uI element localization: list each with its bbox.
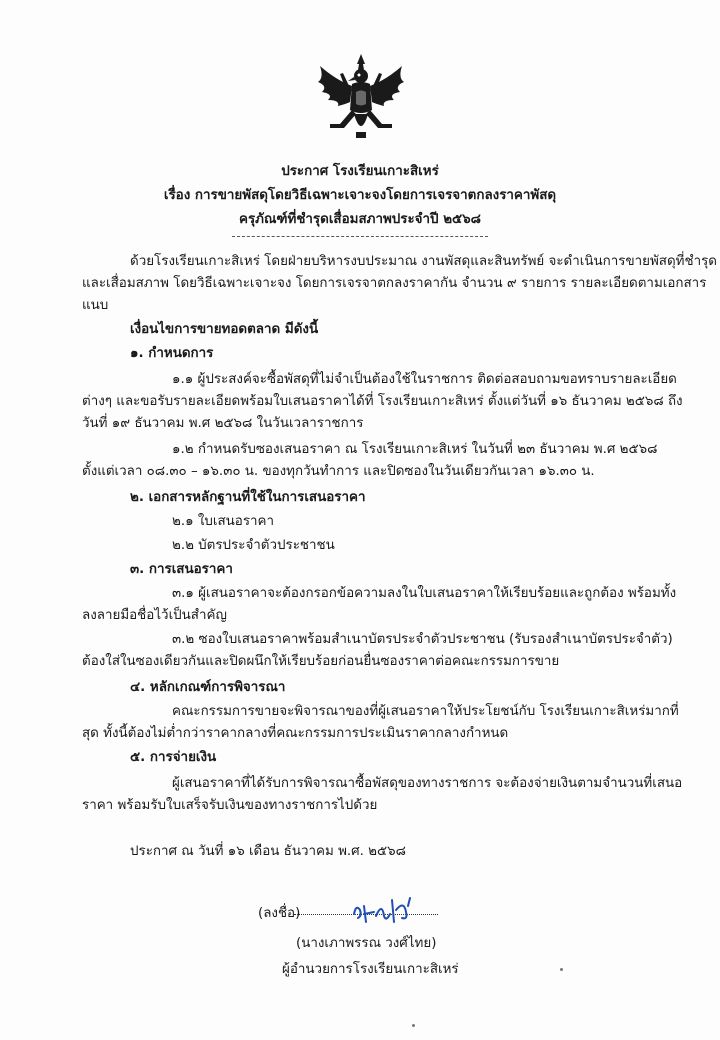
section-2-item-2: ๒.๒ บัตรประจำตัวประชาชน <box>172 538 335 553</box>
intro-line-1: ด้วยโรงเรียนเกาะสิเหร่ โดยฝ่ายบริหารงบประมาณ งานพัสดุและสินทรัพย์ จะดำเนินการขายพัสดุที่ชำรุด <box>130 254 718 269</box>
section-5-line-1: ผู้เสนอราคาที่ได้รับการพิจารณาซื้อพัสดุของทางราชการ จะต้องจ่ายเงินตามจำนวนที่เสนอ <box>172 776 683 791</box>
section-5-title: ๕. การจ่ายเงิน <box>130 750 217 765</box>
section-1-1-line-3: วันที่ ๑๙ ธันวาคม พ.ศ ๒๕๖๘ ในวันเวลาราชการ <box>82 416 364 431</box>
section-1-2-line-1: ๑.๒ กำหนดรับซองเสนอราคา ณ โรงเรียนเกาะสิเหร่ ในวันที่ ๒๓ ธันวาคม พ.ศ ๒๕๖๘ <box>172 442 658 457</box>
signer-position: ผู้อำนวยการโรงเรียนเกาะสิเหร่ <box>282 962 459 977</box>
section-4-title: ๔. หลักเกณฑ์การพิจารณา <box>130 680 286 695</box>
sign-label: (ลงชื่อ) <box>258 906 301 921</box>
handwritten-signature <box>346 892 436 928</box>
section-2-title: ๒. เอกสารหลักฐานที่ใช้ในการเสนอราคา <box>130 490 366 505</box>
header-title: ประกาศ โรงเรียนเกาะสิเหร่ <box>281 164 439 179</box>
section-1-1-line-2: ต่างๆ และขอรับรายละเอียดพร้อมใบเสนอราคาได้ที่ โรงเรียนเกาะสิเหร่ ตั้งแต่วันที่ ๑๖ ธันวาคม ๒๕๖๘ ถึง <box>82 394 683 409</box>
intro-line-2: และเสื่อมสภาพ โดยวิธีเฉพาะเจาะจง โดยการเจรจาตกลงราคากัน จำนวน ๙ รายการ รายละเอียดตามเอกสาร <box>82 276 707 291</box>
header-divider <box>232 236 488 237</box>
announcement-header <box>80 160 640 232</box>
scan-speck <box>412 1024 415 1027</box>
section-3-title: ๓. การเสนอราคา <box>130 562 233 577</box>
header-subject: เรื่อง การขายพัสดุโดยวิธีเฉพาะเจาะจงโดยการเจรจาตกลงราคาพัสดุ <box>163 188 557 203</box>
garuda-emblem <box>310 52 412 142</box>
header-subject-detail: ครุภัณฑ์ที่ชำรุดเสื่อมสภาพประจำปี ๒๕๖๘ <box>238 212 481 227</box>
section-3-2-line-1: ๓.๒ ซองใบเสนอราคาพร้อมสำเนาบัตรประจำตัวประชาชน (รับรองสำเนาบัตรประจำตัว) <box>172 632 673 647</box>
signer-name: (นางเภาพรรณ วงศ์ไทย) <box>296 936 437 951</box>
section-3-1-line-2: ลงลายมือชื่อไว้เป็นสำคัญ <box>82 608 227 623</box>
intro-line-3: แนบ <box>82 298 109 313</box>
conditions-heading: เงื่อนไขการขายทอดตลาด มีดังนี้ <box>130 322 319 337</box>
section-1-title: ๑. กำหนดการ <box>130 346 214 361</box>
section-4-line-1: คณะกรรมการขายจะพิจารณาของที่ผู้เสนอราคาให้ประโยชน์กับ โรงเรียนเกาะสิเหร่มากที่ <box>172 704 679 719</box>
section-2-item-1: ๒.๑ ใบเสนอราคา <box>172 514 275 529</box>
section-4-line-2: สุด ทั้งนี้ต้องไม่ต่ำกว่าราคากลางที่คณะกรรมการประเมินราคากลางกำหนด <box>82 726 509 741</box>
section-3-2-line-2: ต้องใส่ในซองเดียวกันและปิดผนึกให้เรียบร้อยก่อนยื่นซองราคาต่อคณะกรรมการขาย <box>82 654 560 669</box>
announcement-date: ประกาศ ณ วันที่ ๑๖ เดือน ธันวาคม พ.ศ. ๒๕๖๘ <box>130 844 406 859</box>
scan-speck <box>560 968 563 971</box>
section-1-2-line-2: ตั้งแต่เวลา ๐๘.๓๐ – ๑๖.๓๐ น. ของทุกวันทำการ และปิดซองในวันเดียวกันเวลา ๑๖.๓๐ น. <box>82 464 595 479</box>
section-3-1-line-1: ๓.๑ ผู้เสนอราคาจะต้องกรอกข้อความลงในใบเสนอราคาให้เรียบร้อยและถูกต้อง พร้อมทั้ง <box>172 586 677 601</box>
section-1-1-line-1: ๑.๑ ผู้ประสงค์จะซื้อพัสดุที่ไม่จำเป็นต้องใช้ในราชการ ติดต่อสอบถามขอทราบรายละเอียด <box>172 372 677 387</box>
section-5-line-2: ราคา พร้อมรับใบเสร็จรับเงินของทางราชการไปด้วย <box>82 798 378 813</box>
